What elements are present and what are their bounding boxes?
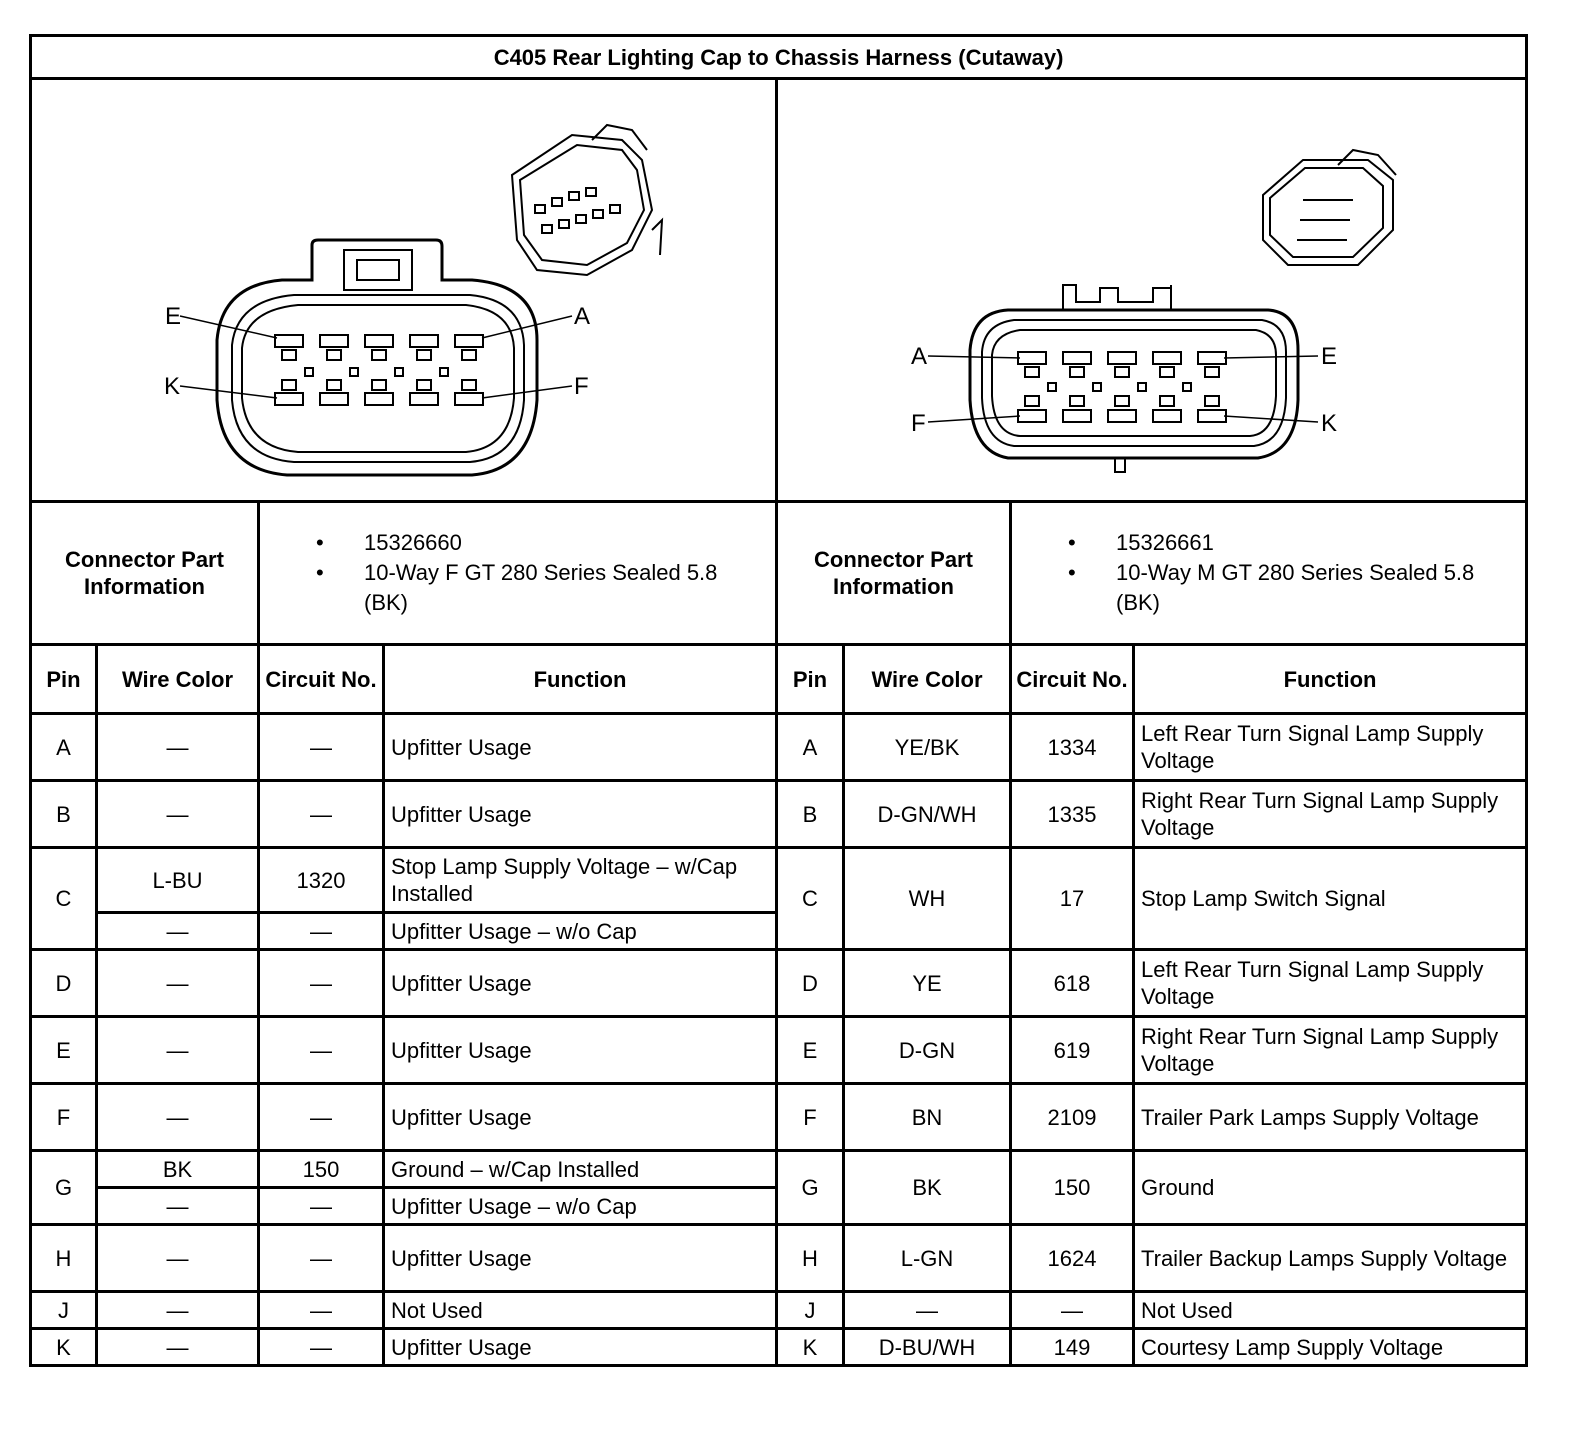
connector-table [29,34,1528,1367]
pin-cell: J [31,1292,97,1329]
pin-cell: J [777,1292,844,1329]
pin-cell: A [777,714,844,781]
pin-cell: E [777,1017,844,1084]
right-part-description: • 10-Way M GT 280 Series Sealed 5.8 (BK) [1116,558,1515,618]
pin-cell: G [777,1151,844,1225]
circuit-cell: — [259,1017,384,1084]
pin-cell: H [31,1225,97,1292]
female-connector-face [180,240,572,475]
circuit-cell: 2109 [1011,1084,1134,1151]
wire-color-cell: L-GN [844,1225,1011,1292]
pin-cell: H [777,1225,844,1292]
pin-cell: A [31,714,97,781]
female-connector-isometric-icon [512,125,662,275]
function-cell: Trailer Park Lamps Supply Voltage [1134,1084,1527,1151]
pin-cell: E [31,1017,97,1084]
function-cell: Right Rear Turn Signal Lamp Supply Voltage [1134,781,1527,848]
pin-cell: G [31,1151,97,1225]
circuit-cell: — [259,1225,384,1292]
left-header-wire-color: Wire Color [97,645,259,714]
table-row [31,950,1527,1017]
pin-cell: C [31,848,97,950]
pin-cell: D [777,950,844,1017]
right-header-wire-color: Wire Color [844,645,1011,714]
wire-color-cell: BN [844,1084,1011,1151]
left-header-function: Function [384,645,777,714]
wire-color-cell: — [97,714,259,781]
wire-color-cell: — [844,1292,1011,1329]
wire-color-cell: — [97,781,259,848]
left-header-circuit: Circuit No. [259,645,384,714]
function-cell: Upfitter Usage [384,1329,777,1366]
pin-label-bottom-left: K [164,373,181,400]
female-connector-drawing [32,80,776,500]
wire-color-cell: — [97,1017,259,1084]
right-info-list [1011,502,1527,645]
wire-color-cell: — [97,913,259,950]
table-row [31,1151,1527,1188]
pin-cell: K [31,1329,97,1366]
wire-color-cell: — [97,1329,259,1366]
table-row [31,1225,1527,1292]
male-connector-drawing [778,80,1522,500]
pin-label-bottom-right: K [1321,410,1338,437]
circuit-cell: — [259,1188,384,1225]
table-row [31,848,1527,913]
pin-label-bottom-left: F [911,410,926,437]
circuit-cell: 17 [1011,848,1134,950]
function-cell: Upfitter Usage [384,1225,777,1292]
circuit-cell: 1320 [259,848,384,913]
circuit-cell: 1334 [1011,714,1134,781]
function-cell: Not Used [384,1292,777,1329]
pin-cell: F [777,1084,844,1151]
right-info-label: Connector Part Information [777,502,1011,645]
table-row [31,1017,1527,1084]
function-cell: Upfitter Usage – w/o Cap [384,1188,777,1225]
function-cell: Upfitter Usage [384,714,777,781]
male-connector-isometric-icon [1263,150,1396,265]
wire-color-cell: BK [844,1151,1011,1225]
table-row [31,781,1527,848]
table-row [31,1292,1527,1329]
wire-color-cell: — [97,1188,259,1225]
circuit-cell: 149 [1011,1329,1134,1366]
wire-color-cell: D-GN [844,1017,1011,1084]
table-header-row [31,645,1527,714]
function-cell: Left Rear Turn Signal Lamp Supply Voltage [1134,714,1527,781]
pin-label-top-left: E [165,303,182,330]
circuit-cell: — [259,950,384,1017]
right-part-number: • 15326661 [1116,528,1515,558]
function-cell: Ground – w/Cap Installed [384,1151,777,1188]
function-cell: Courtesy Lamp Supply Voltage [1134,1329,1527,1366]
pin-label-top-right: A [574,303,591,330]
function-cell: Upfitter Usage [384,950,777,1017]
pin-label-bottom-right: F [574,373,589,400]
pin-cell: B [777,781,844,848]
pin-label-top-left: A [911,343,928,370]
wire-color-cell: YE/BK [844,714,1011,781]
page-title: C405 Rear Lighting Cap to Chassis Harness (Cutaway) [31,36,1527,79]
right-header-pin: Pin [777,645,844,714]
connector-sheet [29,34,1525,1412]
circuit-cell: — [259,714,384,781]
pin-cell: B [31,781,97,848]
function-cell: Not Used [1134,1292,1527,1329]
function-cell: Ground [1134,1151,1527,1225]
function-cell: Right Rear Turn Signal Lamp Supply Voltage [1134,1017,1527,1084]
male-connector-face [928,285,1318,472]
circuit-cell: — [259,913,384,950]
wire-color-cell: D-BU/WH [844,1329,1011,1366]
left-header-pin: Pin [31,645,97,714]
left-part-description: • 10-Way F GT 280 Series Sealed 5.8 (BK) [364,558,765,618]
table-row [31,1329,1527,1366]
wire-color-cell: BK [97,1151,259,1188]
wire-color-cell: WH [844,848,1011,950]
table-row [31,1084,1527,1151]
table-row [31,714,1527,781]
pin-cell: K [777,1329,844,1366]
circuit-cell: 150 [1011,1151,1134,1225]
right-header-function: Function [1134,645,1527,714]
function-cell: Upfitter Usage – w/o Cap [384,913,777,950]
male-connector-illustration [777,79,1527,502]
function-cell: Trailer Backup Lamps Supply Voltage [1134,1225,1527,1292]
pin-cell: F [31,1084,97,1151]
wire-color-cell: — [97,1084,259,1151]
function-cell: Upfitter Usage [384,1017,777,1084]
wire-color-cell: — [97,1292,259,1329]
function-cell: Upfitter Usage [384,1084,777,1151]
wire-color-cell: — [97,950,259,1017]
pin-cell: C [777,848,844,950]
circuit-cell: — [259,1084,384,1151]
circuit-cell: 619 [1011,1017,1134,1084]
wire-color-cell: L-BU [97,848,259,913]
circuit-cell: — [259,1329,384,1366]
function-cell: Stop Lamp Switch Signal [1134,848,1527,950]
function-cell: Upfitter Usage [384,781,777,848]
function-cell: Left Rear Turn Signal Lamp Supply Voltage [1134,950,1527,1017]
pin-label-top-right: E [1321,343,1338,370]
female-connector-illustration [31,79,777,502]
wire-color-cell: D-GN/WH [844,781,1011,848]
circuit-cell: — [1011,1292,1134,1329]
circuit-cell: 1335 [1011,781,1134,848]
circuit-cell: — [259,1292,384,1329]
left-info-label: Connector Part Information [31,502,259,645]
pin-cell: D [31,950,97,1017]
circuit-cell: 1624 [1011,1225,1134,1292]
function-cell: Stop Lamp Supply Voltage – w/Cap Installed [384,848,777,913]
circuit-cell: 618 [1011,950,1134,1017]
right-header-circuit: Circuit No. [1011,645,1134,714]
left-info-list [259,502,777,645]
circuit-cell: 150 [259,1151,384,1188]
wire-color-cell: YE [844,950,1011,1017]
wire-color-cell: — [97,1225,259,1292]
circuit-cell: — [259,781,384,848]
left-part-number: • 15326660 [364,528,765,558]
